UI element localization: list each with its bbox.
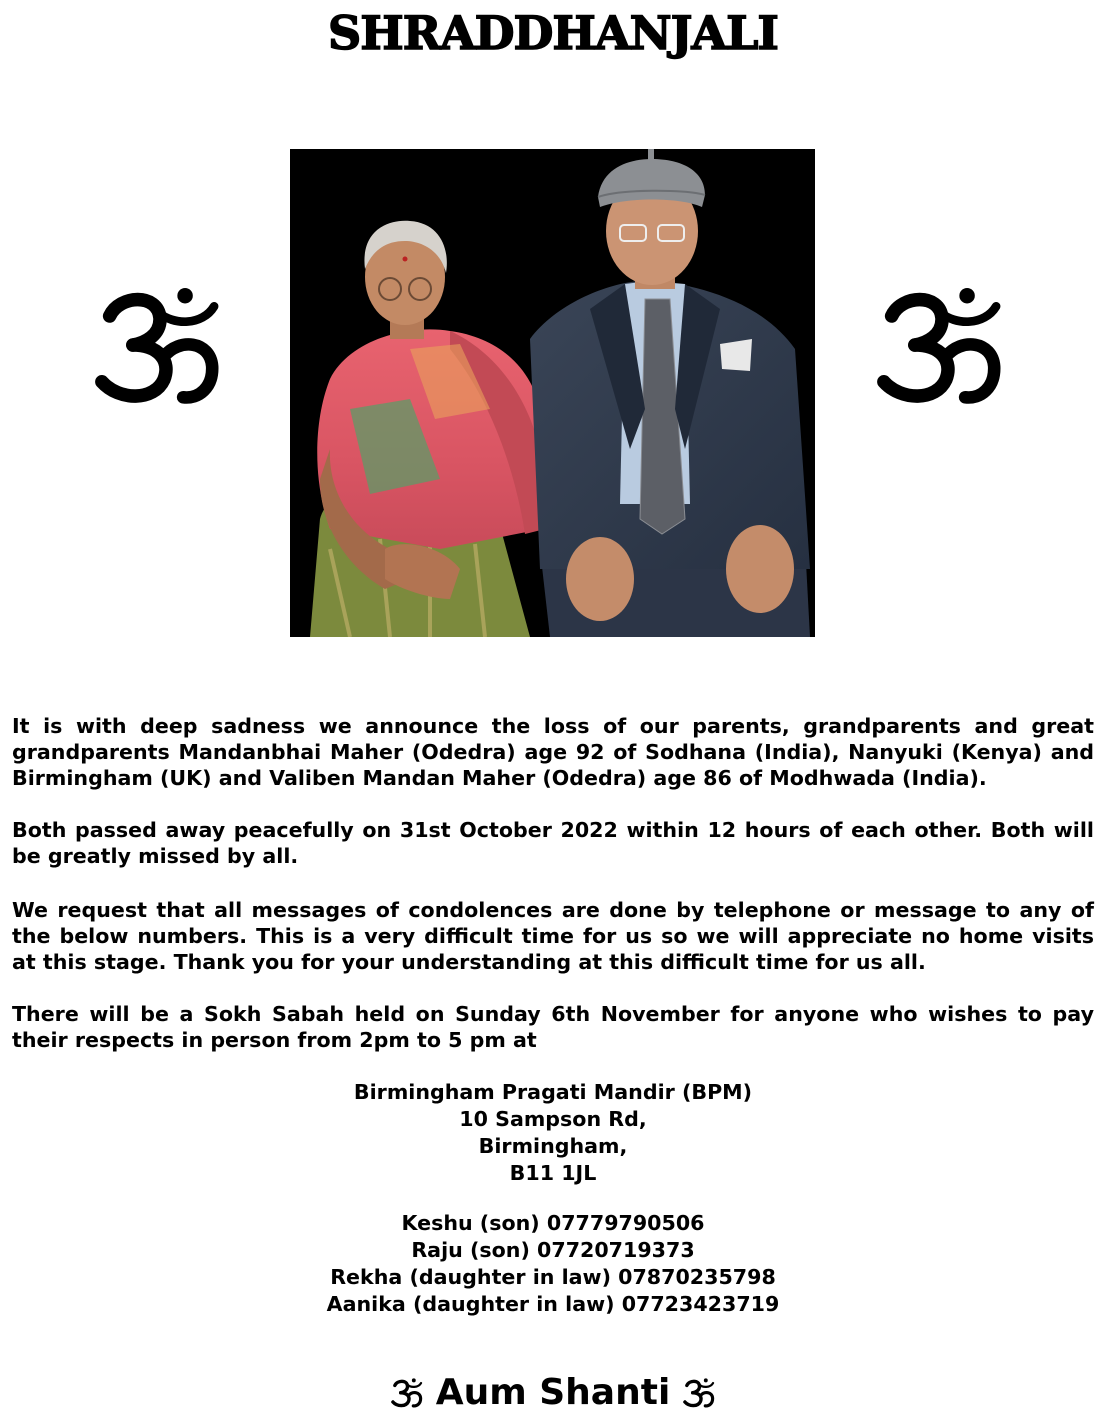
closing-line [0, 1370, 1106, 1416]
contact-list [0, 1210, 1106, 1318]
couple-portrait-illustration [290, 149, 815, 637]
closing-text: Aum Shanti [435, 1372, 671, 1413]
announcement-paragraph: It is with deep sadness we announce the loss of our parents, grandparents and great grandparents Mandanbhai Maher (Odedra) age 92 of Sodhana (India), Nanyuki (Kenya) and Birmingham (UK) and Valiben Mandan Maher (Odedra) age 86 of Modhwada (India). [12, 714, 1094, 790]
venue-name: Birmingham Pragati Mandir (BPM) [353, 1080, 753, 1104]
contact-entry: Keshu (son) 07779790506 [401, 1211, 705, 1235]
venue-address [0, 1079, 1106, 1187]
venue-city: Birmingham, [478, 1134, 628, 1158]
sokh-sabah-paragraph: There will be a Sokh Sabah held on Sunday 6th November for anyone who wishes to pay their respects in person from 2pm to 5 pm at [12, 1002, 1094, 1052]
passing-details-paragraph: Both passed away peacefully on 31st October 2022 within 12 hours of each other. Both will be greatly missed by all. [12, 818, 1094, 868]
venue-postcode: B11 1JL [509, 1161, 597, 1185]
om-icon [870, 287, 1010, 405]
om-icon [682, 1378, 716, 1408]
om-icon [390, 1378, 424, 1408]
couple-portrait-photo [290, 149, 815, 637]
contact-entry: Raju (son) 07720719373 [411, 1238, 695, 1262]
condolence-request-paragraph: We request that all messages of condolences are done by telephone or message to any of the below numbers. This is a very difficult time for us so we will appreciate no home visits at this stage. Thank you for your understanding at this difficult time for us all. [12, 898, 1094, 974]
page-title: SHRADDHANJALI [328, 6, 778, 60]
contact-entry: Aanika (daughter in law) 07723423719 [326, 1292, 780, 1316]
om-icon [88, 287, 228, 405]
venue-street: 10 Sampson Rd, [459, 1107, 647, 1131]
contact-entry: Rekha (daughter in law) 07870235798 [330, 1265, 776, 1289]
